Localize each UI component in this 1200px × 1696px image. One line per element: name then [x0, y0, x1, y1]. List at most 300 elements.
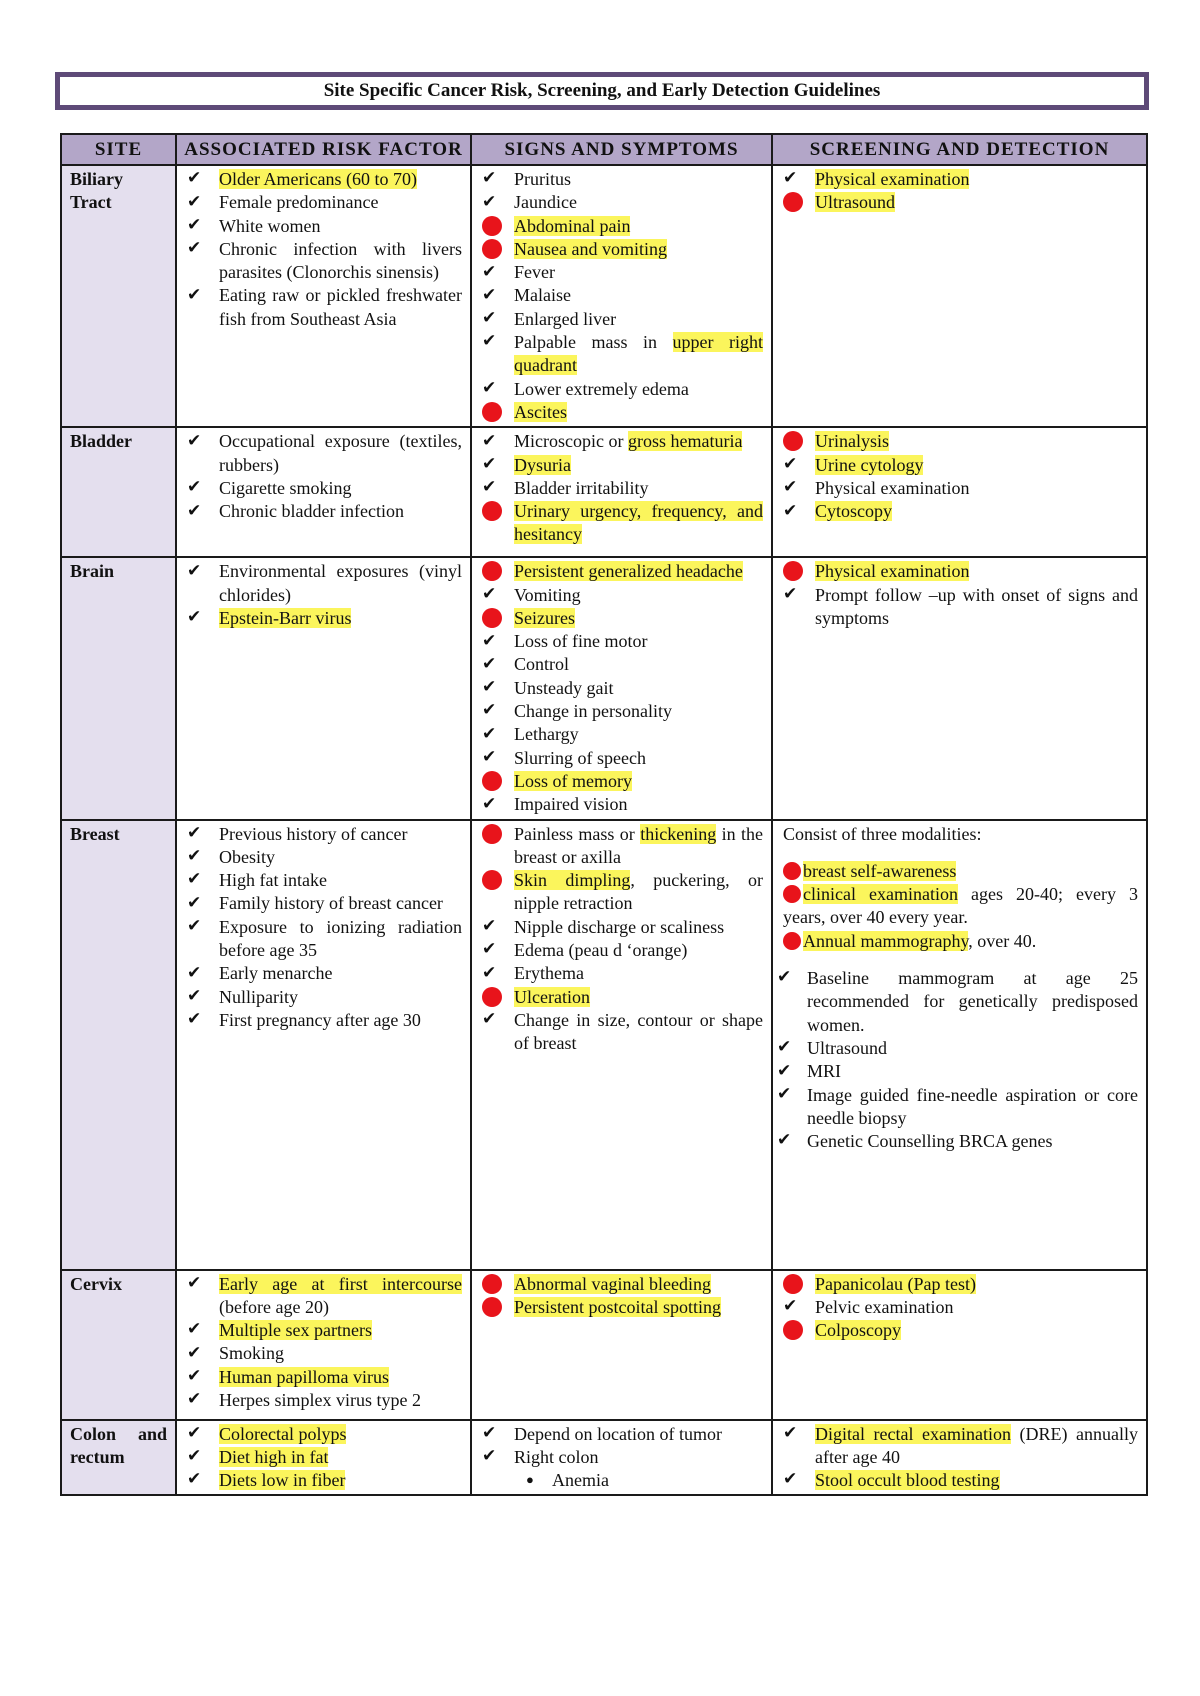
list-item: [777, 1037, 1138, 1060]
checkmark-glyph: ✔: [187, 214, 202, 235]
checkmark-glyph: ✔: [187, 846, 202, 867]
highlighted-text: Dysuria: [514, 454, 571, 475]
checkmark-glyph: ✔: [482, 453, 497, 474]
site-cell: [61, 1270, 176, 1420]
checkmark-glyph: ✔: [783, 583, 798, 604]
list-item: [777, 1423, 1138, 1470]
checkmark-icon: [482, 284, 506, 306]
screening-detection-cell: [772, 165, 1147, 427]
checkmark-icon: [777, 1130, 801, 1152]
list-item: [476, 1469, 763, 1492]
checkmark-icon: [482, 454, 506, 476]
checkmark-icon: [187, 1469, 211, 1491]
spacer: [777, 846, 1138, 860]
checkmark-glyph: ✔: [187, 238, 202, 259]
list-item: [476, 331, 763, 378]
item-text: Nipple discharge or scaliness: [514, 916, 725, 937]
item-text: Ultrasound: [807, 1037, 887, 1058]
list-item: [181, 1446, 462, 1469]
header-site: SITE: [61, 134, 176, 165]
red-dot-icon: [482, 869, 506, 891]
red-dot-icon: [482, 238, 506, 260]
item-list: [181, 823, 462, 1033]
list-item: [476, 607, 763, 630]
red-dot-shape: [482, 771, 502, 791]
list-item: [476, 584, 763, 607]
red-dot-icon: [482, 1296, 506, 1318]
list-item: [476, 1423, 763, 1446]
highlighted-text: Ulceration: [514, 986, 590, 1007]
checkmark-icon: [482, 747, 506, 769]
signs-symptoms-cell: [471, 427, 772, 557]
table-row: [61, 165, 1147, 427]
checkmark-icon: [482, 630, 506, 652]
risk-factor-cell: [176, 820, 471, 1270]
list-item: [777, 454, 1138, 477]
checkmark-icon: [777, 967, 801, 989]
list-item: [476, 630, 763, 653]
highlighted-text: upper right quadrant: [514, 332, 764, 376]
item-text: Pelvic examination: [815, 1296, 954, 1317]
checkmark-glyph: ✔: [187, 1272, 202, 1293]
list-item: [476, 284, 763, 307]
checkmark-glyph: ✔: [777, 1130, 792, 1151]
item-text: White women: [219, 215, 321, 236]
checkmark-icon: [187, 986, 211, 1008]
checkmark-glyph: ✔: [482, 677, 497, 698]
signs-symptoms-cell: [471, 165, 772, 427]
checkmark-icon: [783, 454, 807, 476]
red-dot-shape: [482, 239, 502, 259]
item-text: High fat intake: [219, 870, 327, 891]
item-text: Change in size, contour or shape of breast: [514, 1009, 763, 1054]
red-dot-icon: [482, 823, 506, 845]
guidelines-table: [60, 133, 1148, 1496]
item-text: MRI: [807, 1061, 842, 1082]
list-item: [476, 747, 763, 770]
checkmark-icon: [482, 962, 506, 984]
list-item: [181, 1319, 462, 1342]
item-text: ages 20-40; every 3 years, over 40 every year.: [783, 884, 1138, 928]
highlighted-text: Abnormal vaginal bleeding: [514, 1273, 711, 1294]
header-signs-symptoms: SIGNS AND SYMPTOMS: [471, 134, 772, 165]
item-text: Previous history of cancer: [219, 823, 408, 844]
list-item: [777, 430, 1138, 453]
site-cell: [61, 427, 176, 557]
highlighted-text: Skin dimpling: [514, 870, 631, 891]
highlighted-text: Digital rectal examination: [815, 1423, 1011, 1444]
list-item: [476, 653, 763, 676]
list-item: [181, 284, 462, 331]
list-item: [777, 500, 1138, 523]
checkmark-icon: [187, 1389, 211, 1411]
checkmark-icon: [482, 378, 506, 400]
checkmark-icon: [187, 560, 211, 582]
site-name: Bladder: [70, 431, 133, 452]
list-item: [181, 168, 462, 191]
list-item: [777, 477, 1138, 500]
site-cell: [61, 820, 176, 1270]
highlighted-text: Diet high in fat: [219, 1446, 329, 1467]
item-text: (DRE) annually after age 40: [815, 1423, 1138, 1467]
checkmark-glyph: ✔: [187, 1342, 202, 1363]
checkmark-glyph: ✔: [187, 985, 202, 1006]
bullet-icon: [516, 1469, 540, 1491]
item-text: Impaired vision: [514, 794, 628, 815]
item-list: [181, 168, 462, 331]
item-text: Unsteady gait: [514, 677, 614, 698]
checkmark-glyph: ✔: [482, 747, 497, 767]
list-item: [181, 1423, 462, 1446]
highlighted-text: clinical examination: [803, 884, 958, 905]
screening-modality: [777, 860, 1138, 883]
highlighted-text: Older Americans (60 to 70): [219, 169, 417, 189]
red-dot-icon: [783, 1273, 807, 1295]
item-text: Occupational exposure (textiles, rubbers): [219, 431, 462, 475]
list-item: [181, 215, 462, 238]
item-text: Obesity: [219, 846, 275, 867]
checkmark-icon: [187, 962, 211, 984]
site-cell: [61, 1420, 176, 1496]
checkmark-icon: [187, 892, 211, 914]
checkmark-glyph: ✔: [187, 1366, 202, 1387]
item-list: [476, 168, 763, 424]
checkmark-glyph: ✔: [187, 1319, 202, 1340]
item-list: [777, 560, 1138, 630]
checkmark-icon: [187, 500, 211, 522]
red-dot-icon: [783, 932, 801, 950]
highlighted-text: Ascites: [514, 401, 567, 422]
checkmark-icon: [187, 1423, 211, 1445]
checkmark-icon: [783, 500, 807, 522]
highlighted-text: Urinary urgency, frequency, and hesitancy: [514, 501, 763, 545]
red-dot-icon: [783, 862, 801, 880]
item-text: Early menarche: [219, 963, 333, 984]
checkmark-icon: [187, 916, 211, 938]
checkmark-icon: [482, 477, 506, 499]
highlighted-text: Urinalysis: [815, 431, 889, 452]
item-text: Depend on location of tumor: [514, 1423, 722, 1444]
checkmark-icon: [783, 1296, 807, 1318]
checkmark-icon: [187, 477, 211, 499]
site-name: Biliary Tract: [70, 169, 123, 212]
checkmark-icon: [482, 653, 506, 675]
checkmark-glyph: ✔: [482, 1009, 497, 1030]
screening-detection-cell: [772, 820, 1147, 1270]
spacer: [777, 953, 1138, 967]
red-dot-shape: [482, 987, 502, 1007]
checkmark-glyph: ✔: [187, 284, 202, 305]
checkmark-glyph: ✔: [482, 700, 497, 721]
list-item: [476, 560, 763, 583]
site-name: Colon and rectum: [70, 1423, 167, 1467]
highlighted-text: Colposcopy: [815, 1320, 902, 1341]
checkmark-icon: [783, 584, 807, 606]
item-text: Microscopic or: [514, 431, 628, 452]
red-dot-icon: [482, 986, 506, 1008]
highlighted-text: Physical examination: [815, 561, 970, 582]
item-text: Lower extremely edema: [514, 378, 689, 399]
item-list: [777, 967, 1138, 1153]
highlighted-text: Ultrasound: [815, 192, 895, 213]
item-text: Eating raw or pickled freshwater fish from Southeast Asia: [219, 285, 462, 329]
checkmark-glyph: ✔: [482, 583, 497, 604]
checkmark-glyph: ✔: [482, 723, 497, 744]
signs-symptoms-cell: [471, 1270, 772, 1420]
checkmark-glyph: ✔: [187, 1389, 202, 1410]
red-dot-icon: [482, 500, 506, 522]
list-item: [181, 607, 462, 630]
highlighted-text: Epstein-Barr virus: [219, 607, 352, 628]
highlighted-text: Colorectal polyps: [219, 1423, 347, 1444]
item-text: Anemia: [552, 1470, 609, 1491]
list-item: [476, 869, 763, 916]
checkmark-glyph: ✔: [482, 308, 497, 329]
list-item: [476, 477, 763, 500]
list-item: [476, 916, 763, 939]
checkmark-icon: [482, 430, 506, 452]
list-item: [777, 560, 1138, 583]
red-dot-shape: [783, 431, 803, 451]
item-list: [476, 430, 763, 546]
red-dot-shape: [482, 1274, 502, 1294]
red-dot-icon: [482, 1273, 506, 1295]
item-text: Erythema: [514, 963, 584, 984]
red-dot-shape: [482, 216, 502, 236]
table-row: [61, 1420, 1147, 1496]
screening-detection-cell: [772, 557, 1147, 819]
list-item: [181, 477, 462, 500]
checkmark-glyph: ✔: [187, 892, 202, 913]
red-dot-shape: [482, 824, 502, 844]
highlighted-text: Loss of memory: [514, 770, 632, 791]
list-item: [181, 238, 462, 285]
checkmark-icon: [482, 1423, 506, 1445]
list-item: [476, 238, 763, 261]
site-cell: [61, 557, 176, 819]
list-item: [476, 723, 763, 746]
item-text: First pregnancy after age 30: [219, 1009, 421, 1030]
list-item: [777, 584, 1138, 631]
list-item: [181, 916, 462, 963]
list-item: [777, 168, 1138, 191]
checkmark-icon: [187, 607, 211, 629]
red-dot-icon: [783, 1319, 807, 1341]
checkmark-glyph: ✔: [187, 916, 202, 937]
list-item: [476, 215, 763, 238]
checkmark-icon: [482, 168, 506, 190]
item-list: [181, 430, 462, 523]
checkmark-icon: [482, 331, 506, 353]
checkmark-glyph: ✔: [783, 168, 798, 189]
checkmark-icon: [187, 823, 211, 845]
list-item: [777, 191, 1138, 214]
checkmark-icon: [482, 677, 506, 699]
list-item: [181, 892, 462, 915]
list-item: [777, 1060, 1138, 1083]
highlighted-text: Urine cytology: [815, 454, 924, 475]
checkmark-icon: [783, 168, 807, 190]
checkmark-icon: [482, 1009, 506, 1031]
checkmark-icon: [783, 477, 807, 499]
list-item: [181, 962, 462, 985]
red-dot-shape: [783, 1320, 803, 1340]
checkmark-icon: [482, 308, 506, 330]
red-dot-shape: [783, 192, 803, 212]
checkmark-icon: [777, 1084, 801, 1106]
checkmark-glyph: ✔: [482, 430, 497, 451]
checkmark-glyph: ✔: [482, 939, 497, 960]
checkmark-glyph: ✔: [482, 630, 497, 651]
checkmark-icon: [482, 723, 506, 745]
list-item: [181, 1366, 462, 1389]
red-dot-icon: [783, 430, 807, 452]
highlighted-text: Persistent generalized headache: [514, 561, 743, 582]
list-item: [476, 191, 763, 214]
checkmark-glyph: ✔: [783, 453, 798, 474]
checkmark-glyph: ✔: [482, 261, 497, 282]
list-item: [476, 308, 763, 331]
item-text: Vomiting: [514, 584, 581, 605]
item-text: Jaundice: [514, 192, 577, 213]
item-list: [777, 430, 1138, 523]
highlighted-text: Cytoscopy: [815, 501, 893, 522]
screening-detection-cell: [772, 1420, 1147, 1496]
item-text: Physical examination: [815, 477, 970, 498]
bullet-glyph: ●: [526, 1472, 534, 1488]
list-item: [476, 378, 763, 401]
checkmark-icon: [187, 869, 211, 891]
item-text: Chronic infection with livers parasites (Clonorchis sinensis): [219, 238, 462, 283]
list-item: [476, 1273, 763, 1296]
item-list: [777, 168, 1138, 215]
list-item: [476, 986, 763, 1009]
checkmark-icon: [187, 1342, 211, 1364]
item-list: [181, 1273, 462, 1413]
list-item: [181, 560, 462, 607]
list-item: [476, 823, 763, 870]
item-text: Lethargy: [514, 724, 579, 745]
checkmark-glyph: ✔: [187, 1446, 202, 1467]
checkmark-glyph: ✔: [482, 793, 497, 814]
checkmark-glyph: ✔: [187, 477, 202, 498]
checkmark-icon: [482, 191, 506, 213]
highlighted-text: breast self-awareness: [803, 860, 957, 881]
item-text: , puckering, or nipple retraction: [514, 870, 764, 914]
checkmark-icon: [187, 215, 211, 237]
red-dot-shape: [482, 402, 502, 422]
checkmark-glyph: ✔: [777, 1060, 792, 1081]
red-dot-shape: [783, 561, 803, 581]
list-item: [181, 1389, 462, 1412]
checkmark-icon: [187, 1273, 211, 1295]
checkmark-glyph: ✔: [482, 962, 497, 983]
red-dot-icon: [783, 885, 801, 903]
item-text: Malaise: [514, 285, 571, 306]
header-risk-factor: ASSOCIATED RISK FACTOR: [176, 134, 471, 165]
red-dot-shape: [482, 561, 502, 581]
red-dot-icon: [482, 560, 506, 582]
list-item: [476, 168, 763, 191]
red-dot-icon: [783, 560, 807, 582]
checkmark-icon: [482, 700, 506, 722]
red-dot-icon: [783, 191, 807, 213]
item-text: Female predominance: [219, 192, 379, 213]
checkmark-glyph: ✔: [783, 1296, 798, 1317]
item-text: Prompt follow –up with onset of signs and symptoms: [815, 584, 1138, 628]
list-item: [777, 1130, 1138, 1153]
red-dot-icon: [482, 770, 506, 792]
item-text: Herpes simplex virus type 2: [219, 1390, 421, 1411]
item-text: , over 40.: [968, 930, 1037, 951]
checkmark-glyph: ✔: [482, 653, 497, 674]
red-dot-shape: [482, 501, 502, 521]
list-item: [777, 1469, 1138, 1492]
checkmark-glyph: ✔: [482, 378, 497, 399]
item-list: [181, 560, 462, 630]
list-item: [777, 967, 1138, 1037]
checkmark-glyph: ✔: [783, 500, 798, 521]
list-item: [476, 454, 763, 477]
checkmark-glyph: ✔: [187, 430, 202, 451]
item-text: Family history of breast cancer: [219, 893, 443, 914]
header-row: [61, 134, 1147, 165]
item-text: Fever: [514, 262, 555, 283]
checkmark-icon: [482, 939, 506, 961]
list-item: [181, 430, 462, 477]
item-list: [181, 1423, 462, 1493]
item-text: Edema (peau d ‘orange): [514, 940, 688, 961]
risk-factor-cell: [176, 165, 471, 427]
red-dot-shape: [783, 1274, 803, 1294]
list-item: [181, 1342, 462, 1365]
list-item: [181, 1273, 462, 1320]
site-name: Cervix: [70, 1273, 122, 1294]
table-row: [61, 557, 1147, 819]
checkmark-glyph: ✔: [187, 500, 202, 521]
checkmark-glyph: ✔: [777, 1037, 792, 1058]
checkmark-glyph: ✔: [482, 168, 497, 189]
item-text: Slurring of speech: [514, 747, 646, 768]
checkmark-glyph: ✔: [482, 477, 497, 498]
checkmark-glyph: ✔: [187, 869, 202, 890]
highlighted-text: Seizures: [514, 607, 575, 628]
highlighted-text: Multiple sex partners: [219, 1320, 372, 1341]
item-text: Bladder irritability: [514, 477, 649, 498]
item-text: Change in personality: [514, 701, 672, 722]
list-item: [476, 1009, 763, 1056]
checkmark-glyph: ✔: [187, 607, 202, 628]
checkmark-glyph: ✔: [187, 168, 202, 189]
item-text: Palpable mass in: [514, 332, 673, 353]
item-list: [476, 823, 763, 1056]
list-item: [476, 1296, 763, 1319]
checkmark-icon: [482, 793, 506, 815]
checkmark-icon: [187, 846, 211, 868]
risk-factor-cell: [176, 1270, 471, 1420]
screening-intro: Consist of three modalities:: [783, 823, 982, 844]
checkmark-glyph: ✔: [783, 1469, 798, 1490]
highlighted-text: Persistent postcoital spotting: [514, 1296, 721, 1317]
item-list: [476, 560, 763, 816]
list-item: [181, 191, 462, 214]
checkmark-icon: [187, 191, 211, 213]
item-text: in the breast or axilla: [514, 823, 764, 867]
highlighted-text: Papanicolau (Pap test): [815, 1273, 976, 1294]
list-item: [777, 1296, 1138, 1319]
checkmark-glyph: ✔: [187, 1469, 202, 1490]
list-item: [476, 261, 763, 284]
